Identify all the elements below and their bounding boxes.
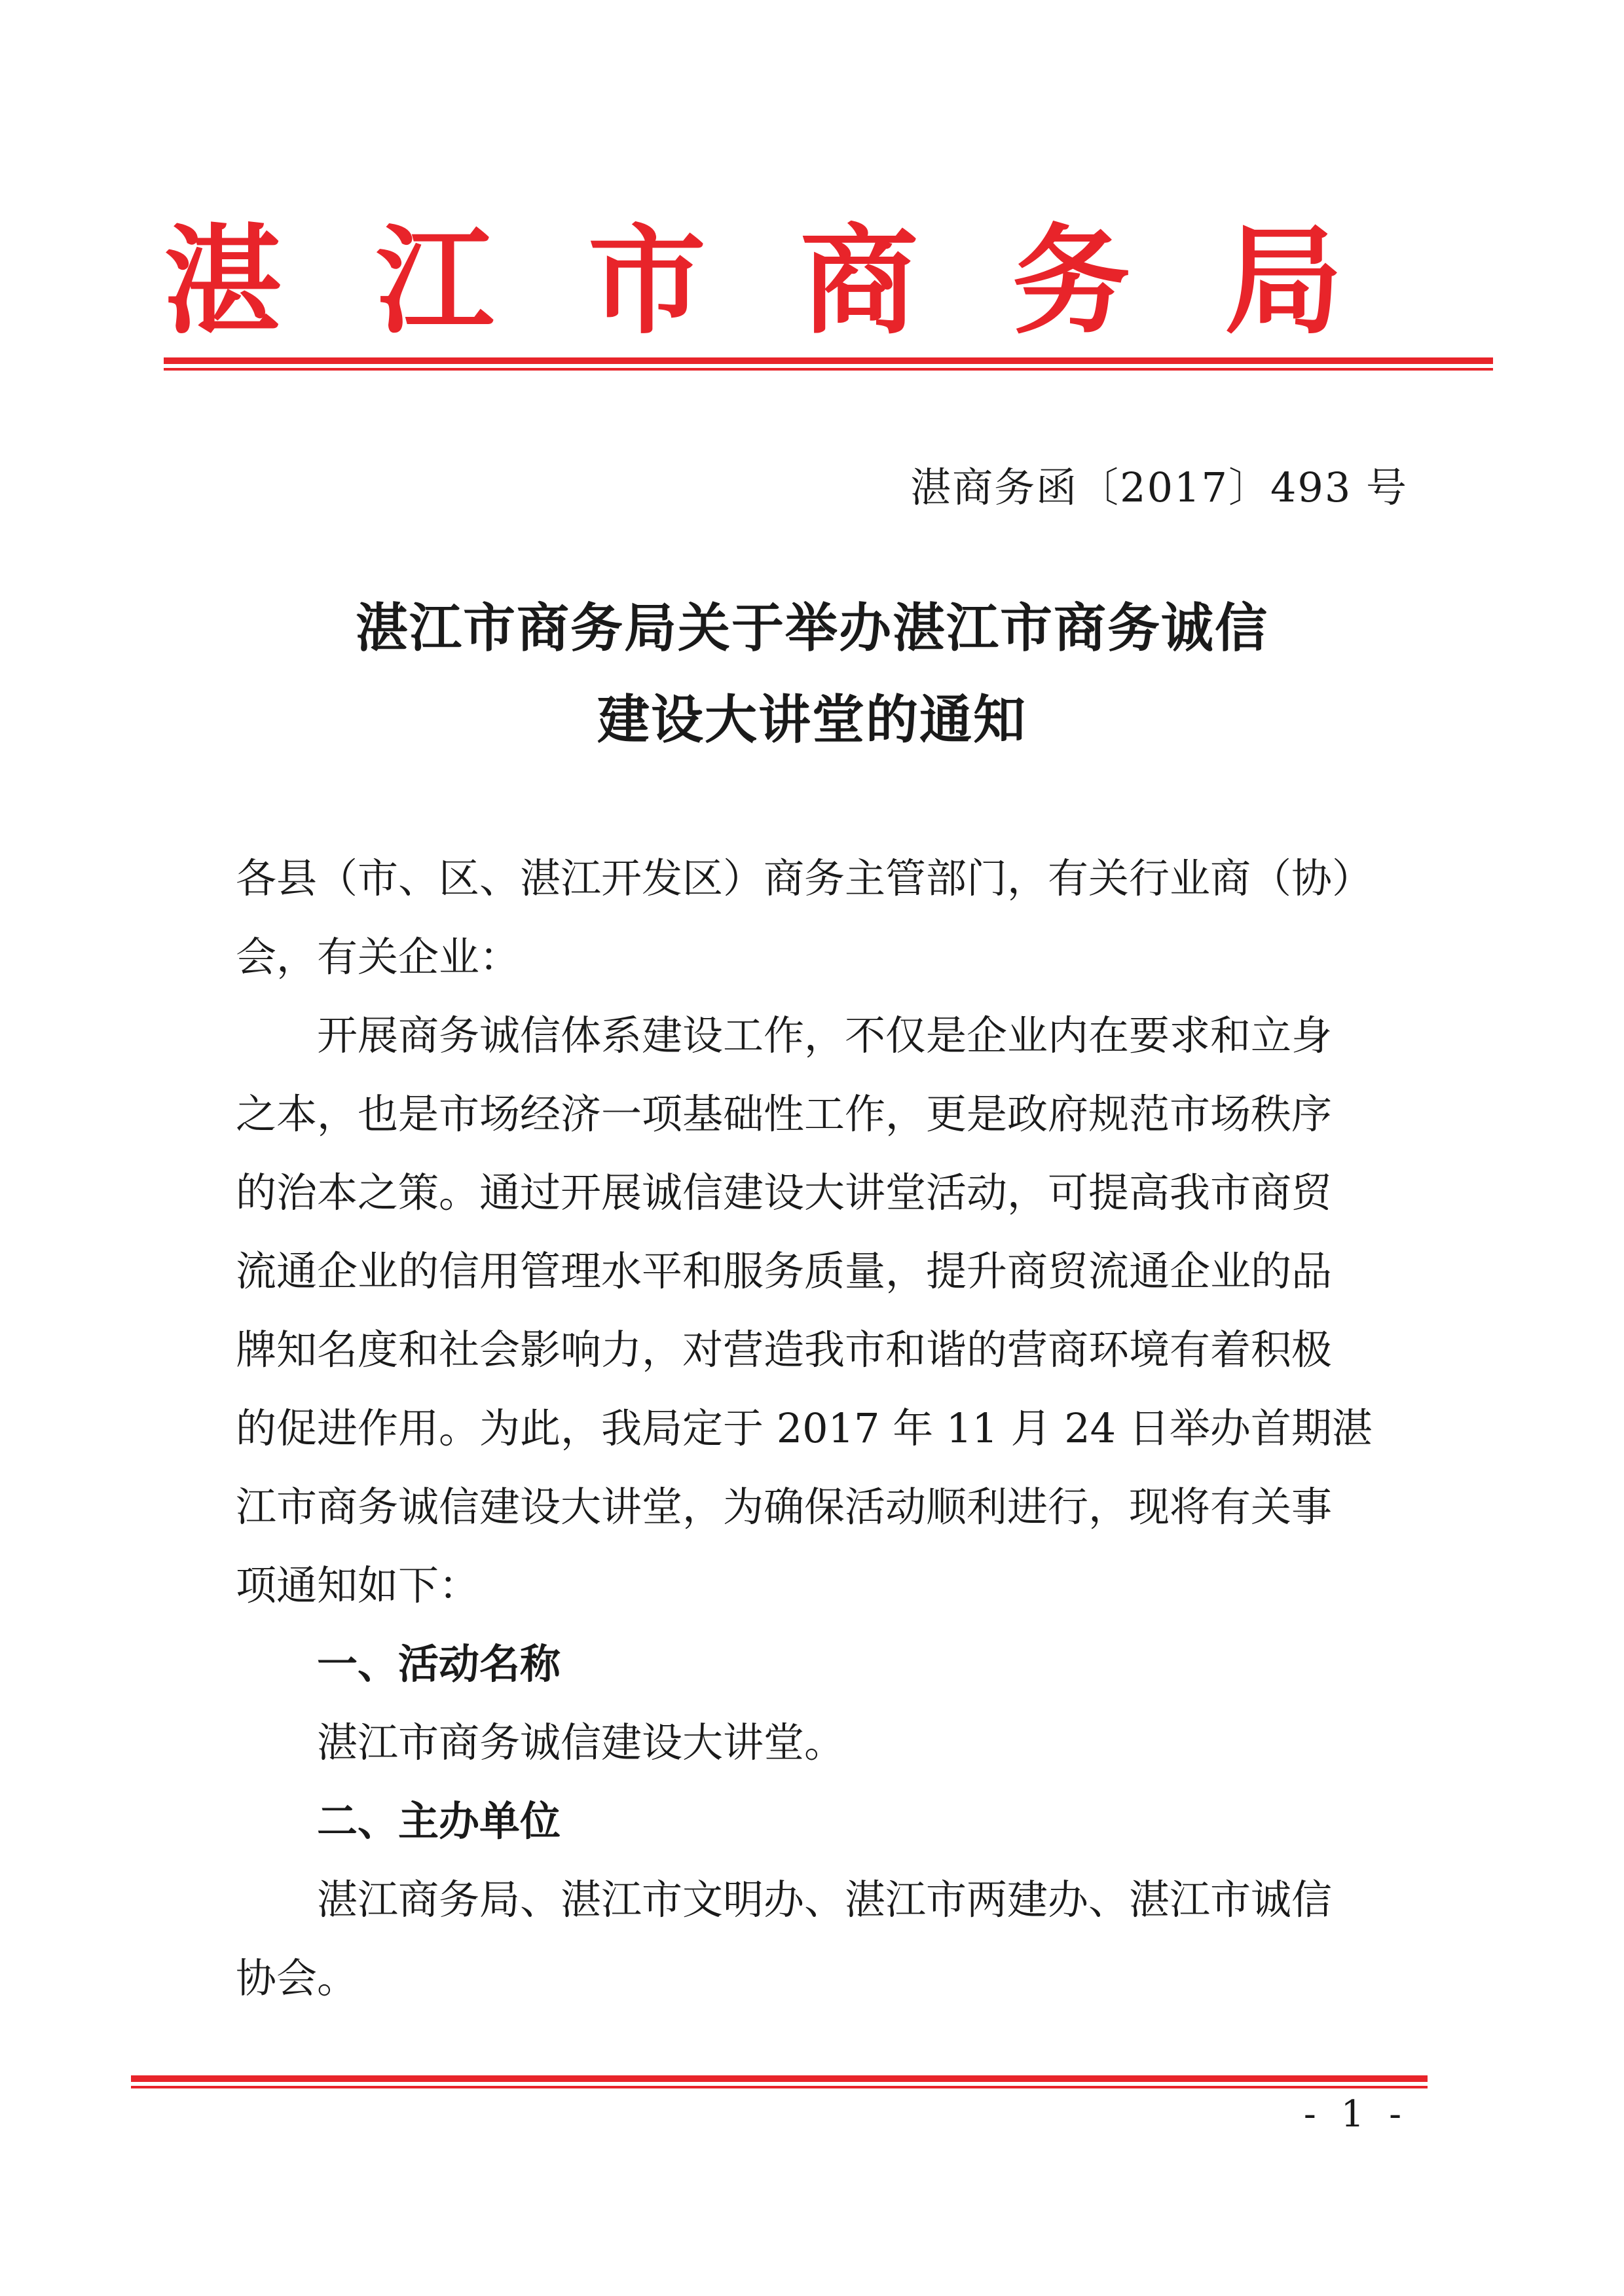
intro-line: 流通企业的信用管理水平和服务质量，提升商贸流通企业的品 — [236, 1247, 1333, 1295]
intro-line: 牌知名度和社会影响力，对营造我市和谐的营商环境有着积极 — [236, 1326, 1333, 1374]
salutation-line: 各县（市、区、湛江开发区）商务主管部门，有关行业商（协） — [236, 854, 1373, 902]
letterhead-char: 湛 — [164, 212, 282, 350]
document-number: 湛商务函〔2017〕493 号 — [910, 464, 1408, 511]
section-heading: 二、主办单位 — [317, 1797, 561, 1845]
document-title-line-2: 建设大讲堂的通知 — [597, 689, 1027, 750]
section-heading: 一、活动名称 — [317, 1640, 561, 1688]
intro-line: 开展商务诚信体系建设工作，不仅是企业内在要求和立身 — [317, 1011, 1333, 1059]
page-number: - 1 - — [1303, 2093, 1408, 2136]
section-text: 湛江市商务诚信建设大讲堂。 — [317, 1719, 845, 1766]
letterhead-char: 市 — [587, 212, 706, 350]
intro-line: 项通知如下： — [236, 1561, 480, 1609]
letterhead-rule-thin — [164, 368, 1493, 371]
footer-rule-thick — [131, 2075, 1428, 2082]
intro-line: 江市商务诚信建设大讲堂，为确保活动顺利进行，现将有关事 — [236, 1483, 1333, 1531]
letterhead-title — [164, 212, 1342, 350]
letterhead-rule-thick — [164, 357, 1493, 364]
intro-line: 的治本之策。通过开展诚信建设大讲堂活动，可提高我市商贸 — [236, 1169, 1333, 1216]
intro-line: 之本，也是市场经济一项基础性工作，更是政府规范市场秩序 — [236, 1090, 1333, 1138]
section-text: 协会。 — [236, 1954, 358, 2002]
letterhead-char: 务 — [1012, 212, 1130, 350]
salutation-line: 会，有关企业： — [236, 933, 521, 981]
intro-line: 的促进作用。为此，我局定于 2017 年 11 月 24 日举办首期湛 — [236, 1404, 1373, 1452]
footer-rule-thin — [131, 2086, 1428, 2088]
section-text: 湛江商务局、湛江市文明办、湛江市两建办、湛江市诚信 — [317, 1876, 1333, 1923]
document-title-line-1: 湛江市商务局关于举办湛江市商务诚信 — [356, 598, 1268, 659]
letterhead-char: 局 — [1224, 212, 1342, 350]
letterhead-char: 商 — [800, 212, 918, 350]
document-body — [236, 839, 1401, 2018]
letterhead-char: 江 — [375, 212, 494, 350]
